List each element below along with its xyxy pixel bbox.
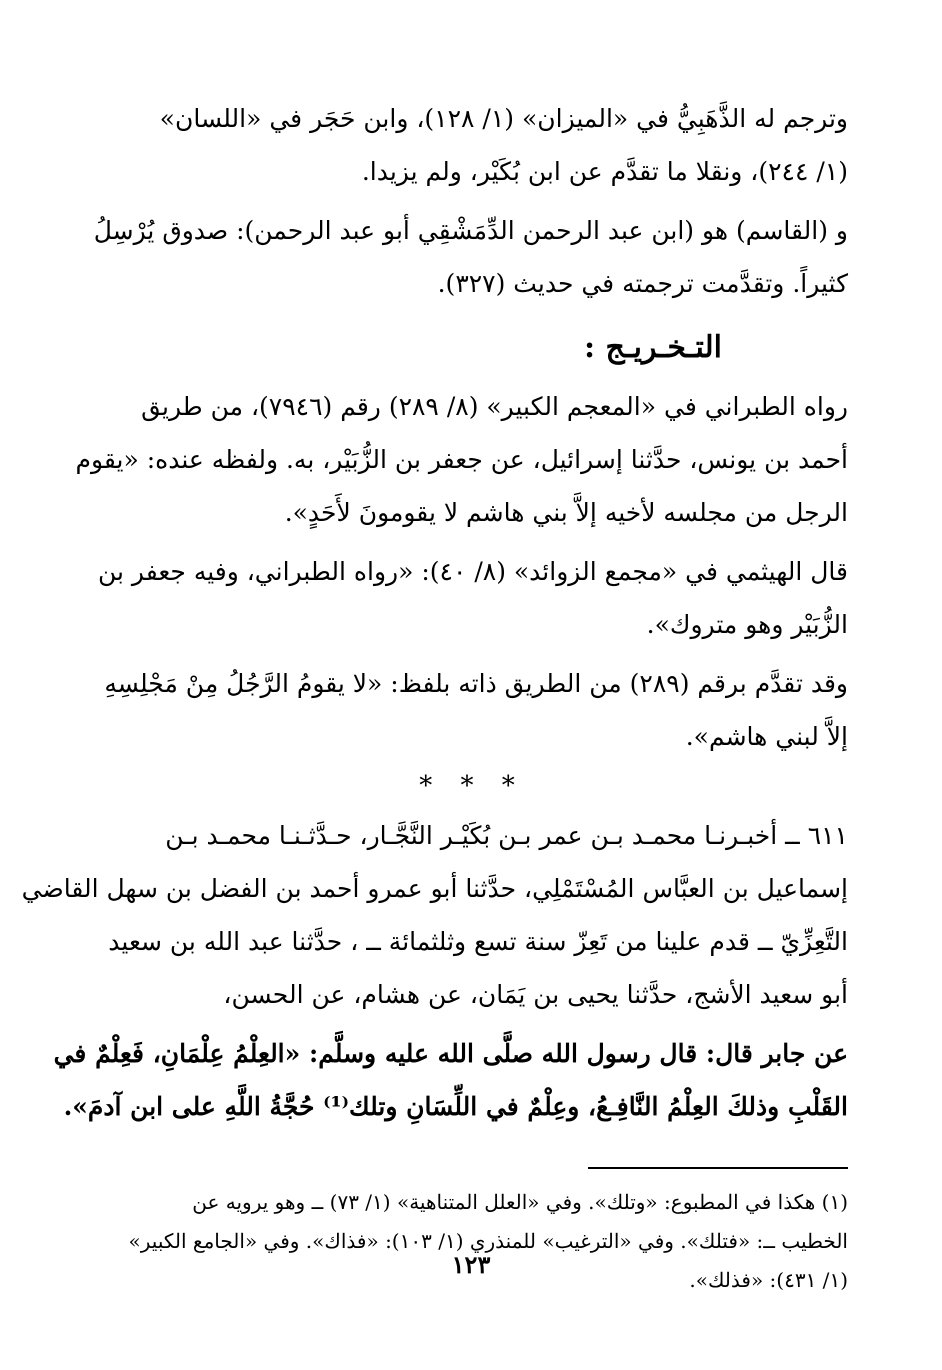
paragraph-biography: [96, 92, 848, 198]
text-line: التَّعِزِّيّ ــ قدم علينا من تَعِزّ سنة تسع وثلثمائة ــ ، حدَّثنا عبد الله بن سعيد: [108, 927, 848, 956]
section-separator: * * *: [419, 771, 525, 801]
text-line: كثيراً. وتقدَّمت ترجمته في حديث (٣٢٧).: [437, 269, 848, 298]
footnote-line: الخطيب ــ: «فتلك». وفي «الترغيب» للمنذري (١/ ١٠٣): «فذاك». وفي «الجامع الكبير»: [128, 1229, 848, 1253]
text-line: و (القاسم) هو (ابن عبد الرحمن الدِّمَشْقِي أبو عبد الرحمن): صدوق يُرْسِلُ: [93, 216, 848, 245]
footnote: [96, 1183, 848, 1300]
text-line: أبو سعيد الأشج، حدَّثنا يحيى بن يَمَان، عن هشام، عن الحسن،: [223, 980, 848, 1009]
section-heading: التـخـريـج :: [583, 330, 722, 365]
text-line: عن جابر قال: قال رسول الله صلَّى الله عليه وسلَّم: «العِلْمُ عِلْمَانِ، فَعِلْمٌ في: [53, 1039, 848, 1068]
text-line: إسماعيل بن العبَّاس المُسْتَمْلِي، حدَّثنا أبو عمرو أحمد بن الفضل بن سهل القاضي: [21, 874, 848, 903]
text-line: أحمد بن يونس، حدَّثنا إسرائيل، عن جعفر بن الزُّبَيْر، به. ولفظه عنده: «يقوم: [75, 445, 848, 474]
footnote-line: (١) هكذا في المطبوع: «وتلك». وفي «العلل المتناهية» (١/ ٧٣) ــ وهو يرويه عن: [192, 1190, 848, 1214]
paragraph-qasim: [93, 204, 848, 310]
paragraph-haythami: [96, 545, 848, 651]
text-line: وقد تقدَّم برقم (٢٨٩) من الطريق ذاته بلفظ: «لا يقومُ الرَّجُلُ مِنْ مَجْلِسِهِ: [104, 669, 848, 698]
text-line: رواه الطبراني في «المعجم الكبير» (٨/ ٢٨٩) رقم (٧٩٤٦)، من طريق: [141, 392, 848, 421]
hadith-isnad: [21, 809, 848, 1021]
text-line: إلاَّ لبني هاشم».: [685, 722, 848, 751]
text-line: (١/ ٢٤٤)، ونقلا ما تقدَّم عن ابن بُكَيْر، ولم يزيدا.: [361, 157, 848, 186]
text-line: وترجم له الذَّهَبِيُّ في «الميزان» (١/ ١٢٨)، وابن حَجَر في «اللسان»: [159, 104, 848, 133]
page-number: ١٢٣: [451, 1250, 491, 1279]
footnote-line: (١/ ٤٣١): «فذلك».: [689, 1268, 848, 1292]
text-line: ٦١١ ــ أخبـرنـا محمـد بـن عمر بـن بُكَيْـر النَّجَّـار، حـدَّثـنـا محمـد بـن: [165, 821, 848, 850]
text-line: القَلْبِ وذلكَ العِلْمُ النَّافِـعُ، وعِلْمٌ في اللِّسَانِ وتلك⁽¹⁾ حُجَّةُ اللَّهِ على ابن آدمَ».: [63, 1092, 848, 1121]
text-line: الرجل من مجلسه لأخيه إلاَّ بني هاشم لا يقومونَ لأَحَدٍ».: [284, 498, 848, 527]
text-line: الزُّبَيْر وهو متروك».: [646, 610, 848, 639]
paragraph-tabarani: [75, 380, 848, 539]
hadith-matn: [53, 1027, 848, 1133]
paragraph-cross-reference: [96, 657, 848, 763]
footnote-divider: [588, 1167, 848, 1169]
text-line: قال الهيثمي في «مجمع الزوائد» (٨/ ٤٠): «رواه الطبراني، وفيه جعفر بن: [97, 557, 848, 586]
